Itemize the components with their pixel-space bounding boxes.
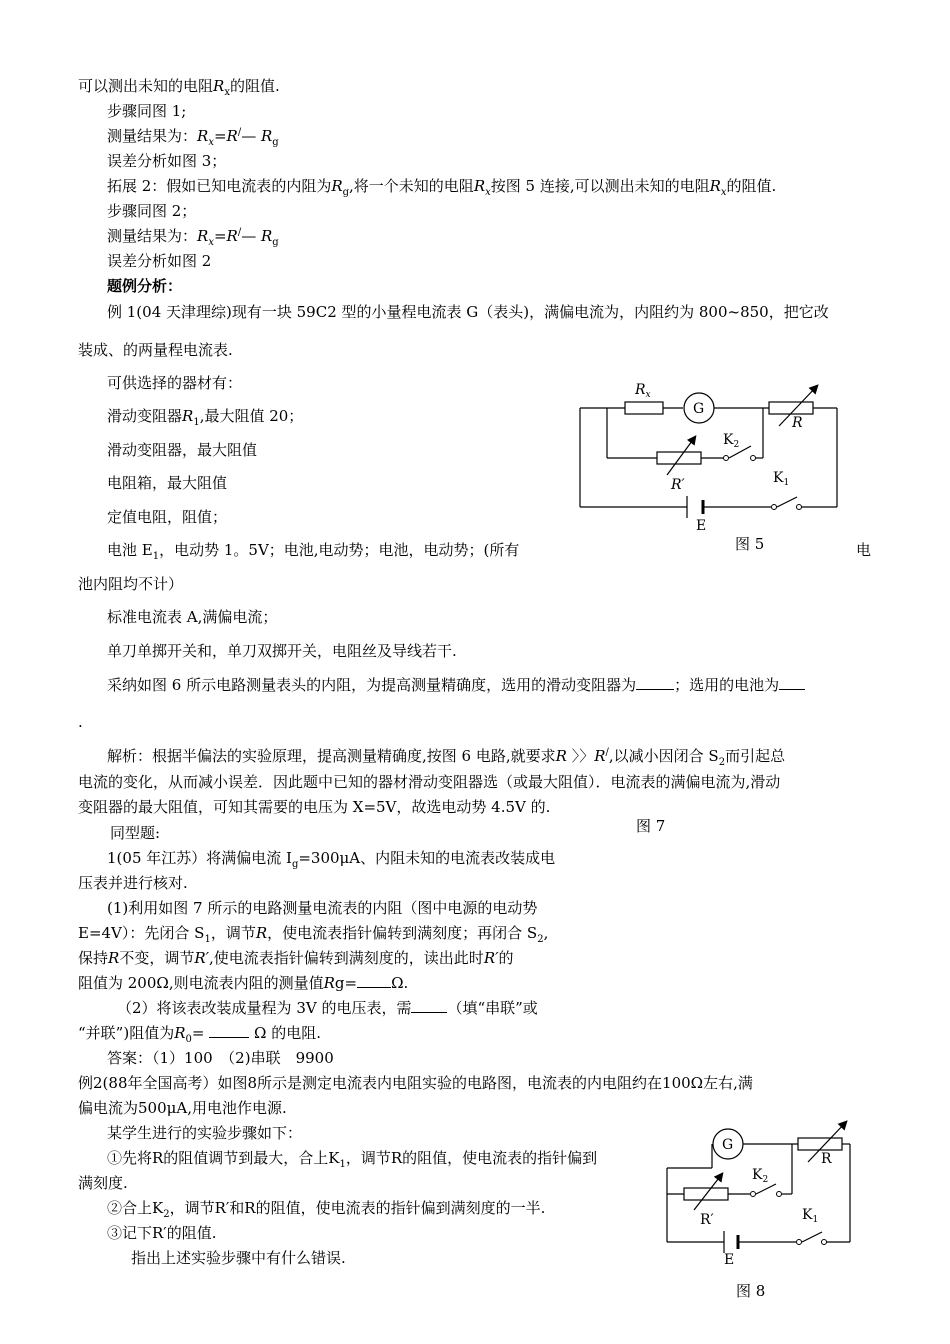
text-line: 滑动变阻器，最大阻值 [107,441,258,459]
text-line: 定值电阻，阻值； [107,508,228,526]
text-line: 误差分析如图 3； [107,152,227,170]
text-line: 可以测出未知的电阻$R_x$的阻值. [78,77,280,98]
label-e: E [696,518,707,534]
text-line: 步骤同图 1; [107,102,187,120]
text-line: 标准电流表 A,满偏电流； [107,608,278,626]
text-line: (1)利用如图 7 所示的电路测量电流表的内阻（图中电源的电动势 [107,899,538,917]
text-line: 电 [856,541,872,559]
label-rx: $R_x$ [635,382,651,400]
text-line: 阻值为 200Ω,则电流表内阻的测量值Rg= Ω. [78,974,409,992]
text-line: 拓展 2：假如已知电流表的内阻为$R_g$,将一个未知的电阻$R_x$按图 5 连接,可以测出未知的电阻$R_x$的阻值. [107,177,777,198]
text-line: 可供选择的器材有： [107,374,243,392]
label-e: E [724,1252,735,1268]
text-line: 池内阻均不计） [78,575,184,593]
label-k1: $K_1$ [802,1207,819,1225]
rheostat-r [798,1138,842,1150]
figure-caption: 图 5 [735,535,765,553]
text-line: 指出上述实验步骤中有什么错误. [131,1249,346,1267]
label-r-prime: R′ [671,477,685,493]
text-line: 电池 $E_1$，电动势 1。5V；电池,电动势；电池，电动势；(所有 [107,541,520,562]
text-line: 压表并进行核对. [78,874,188,892]
figure-caption: 图 7 [636,817,666,835]
text-line: . [78,713,83,731]
text-line: 误差分析如图 2 [107,252,212,270]
text-line: 例2(88年全国高考）如图8所示是测定电流表内电阻实验的电路图，电流表的内电阻约在100Ω左右,满 [78,1074,753,1092]
text-line: 保持R不变，调节R′,使电流表指针偏转到满刻度的，读出此时R′的 [78,949,514,967]
resistor-rx [625,402,663,414]
text-line: 电阻箱，最大阻值 [107,474,228,492]
text-line: 步骤同图 2； [107,202,197,220]
answer-line: 答案：（1）100 （2)串联 9900 [107,1049,334,1067]
text-line: 解析：根据半偏法的实验原理，提高测量精确度,按图 6 电路,就要求R 〉〉R/,以减小因闭合 $S_2$而引起总 [107,747,786,768]
text-line: 偏电流为500μA,用电池作电源. [78,1099,287,1117]
text-line: ①先将R的阻值调节到最大，合上$K_1$，调节R的阻值，使电流表的指针偏到 [107,1149,598,1170]
text-line: 变阻器的最大阻值，可知其需要的电压为 X=5V，故选电动势 4.5V 的. [78,798,551,816]
text-line: 1(05 年江苏）将满偏电流 $I_g=300\mu A$、内阻未知的电流表改装成电 [107,849,556,870]
text-line: 装成、的两量程电流表. [78,341,233,359]
text-line: ②合上$K_2$，调节R′和R的阻值，使电流表的指针偏到满刻度的一半. [107,1199,546,1220]
text-line: ③记下R′的阻值. [107,1224,217,1242]
label-k1: $K_1$ [773,470,790,488]
text-line: 同型题: [110,824,161,842]
label-k2: $K_2$ [752,1167,769,1185]
text-line: 例 1(04 天津理综)现有一块 59C2 型的小量程电流表 G（表头)，满偏电流为，内阻约为 800~850，把它改 [107,303,829,321]
figure-5-circuit [575,378,845,534]
text-line: 某学生进行的实验步骤如下： [107,1124,303,1142]
figure-caption: 图 8 [736,1282,766,1300]
text-line: （2）将该表改装成量程为 3V 的电压表，需 （填“串联”或 [117,999,538,1017]
label-g: G [693,401,705,417]
label-k2: $K_2$ [723,432,740,450]
text-line: 采纳如图 6 所示电路测量表头的内阻，为提高测量精确度，选用的滑动变阻器为 ；选用的电池为 [107,675,805,695]
rheostat-r [769,402,813,414]
text-line: “并联”)阻值为$R_0= \Omega$ 的电阻. [78,1024,321,1045]
figure-8-circuit [662,1128,862,1268]
text-line: 电流的变化，从而减小误差．因此题中已知的器材滑动变阻器选（或最大阻值）．电流表的满偏电流为,滑动 [78,773,781,791]
label-r: R [821,1151,832,1167]
text-line: 单刀单掷开关和，单刀双掷开关，电阻丝及导线若干. [107,642,457,660]
text-line: 测量结果为：$R_x=R^/—$ $R_g$ [107,227,279,248]
text-line: 满刻度. [78,1174,128,1192]
text-line: 滑动变阻器$R_1$,最大阻值 20； [107,407,304,428]
text-line: 测量结果为：$R_x=R^/—$ $R_g$ [107,127,279,148]
label-r-prime: R′ [700,1212,714,1228]
text-line: E=4V）：先闭合 $S_1$，调节R，使电流表指针偏转到满刻度；再闭合 $S_2$, [78,924,549,945]
label-r: R [792,415,803,431]
section-heading: 题例分析： [107,277,183,295]
label-g: G [722,1137,734,1153]
